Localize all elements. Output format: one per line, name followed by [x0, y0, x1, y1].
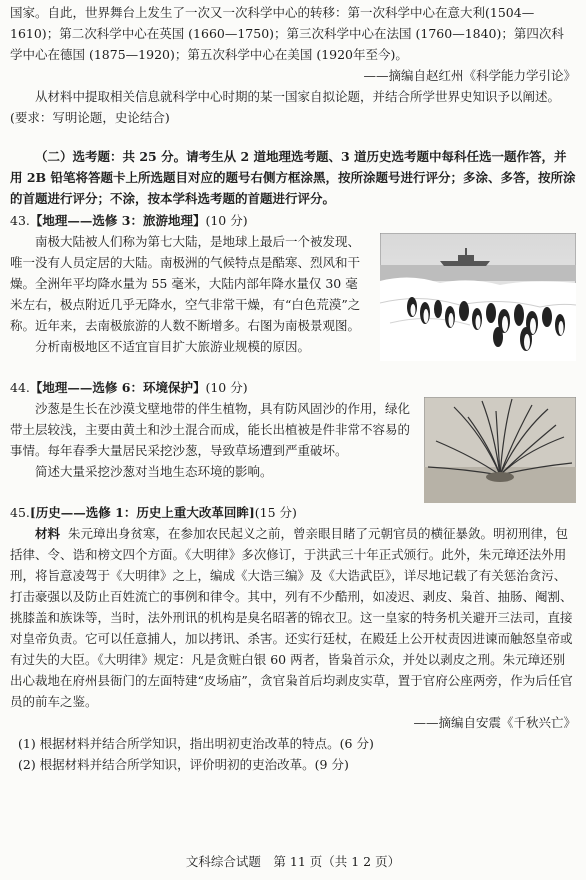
q45-heading [10, 502, 576, 523]
q43-task: 分析南极地区不适宜盲目扩大旅游业规模的原因。 [35, 339, 311, 354]
exam-page [10, 2, 576, 775]
q44-heading [10, 377, 576, 398]
q45-body: 朱元璋出身贫寒，在参加农民起义之前，曾亲眼目睹了元朝官员的横征暴敛。明初刑律，包括律、令、诰和榜文四个方面。《大明律》多次修订，于洪武三十年正式颁行。此外，朱元璋还法外用刑，将旨意凌驾于《大明律》之上，编成《大诰三编》及《大诰武臣》，详尽地记载了有关惩治贪污、打击豪强以及防止百姓流亡的事例和律令。其中，列有不少酷刑，如凌迟、剥皮、枭首、抽肠、阉割、挑膝盖和族诛等，当时，法外刑讯的机构是臭名昭著的锦衣卫。这一皇家的特务机关避开三法司，直接对皇帝负责。它可以任意捕人，加以拷讯、杀害。还实行廷杖，在殿廷上公开杖责因进谏而触怒皇帝或有过失的大臣。《大明律》规定：凡是贪赃白银 60 两者，皆枭首示众，并处以剥皮之刑。朱元璋还别出心裁地在府州县衙门的左面特建“皮场庙”，贪官枭首后均剥皮实草，置于官府公座两旁，作为后任官员的前车之鉴。 [10, 526, 573, 709]
antarctic-penguins-image [380, 233, 576, 361]
q44-number: 44. [10, 380, 30, 395]
question-44 [10, 377, 576, 482]
q45-subquestion-1: (1) 根据材料并结合所学知识，指出明初吏治改革的特点。(6 分) [18, 736, 374, 751]
intro-task: 从材料中提取相关信息就科学中心时期的某一国家自拟论题，并结合所学世界史知识予以阐述。(要求：写明论题，史论结合) [10, 89, 561, 125]
page-footer: 文科综合试题 第 11 页（共 1 2 页） [185, 854, 401, 869]
q43-body: 南极大陆被人们称为第七大陆，是地球上最后一个被发现、唯一没有人员定居的大陆。南极洲的气候特点是酷寒、烈风和干燥。全洲年平均降水量为 55 毫米，大陆内部年降水量仅 30 毫米左右，极点附近几乎无降水，空气非常干燥，有“白色荒漠”之称。近年来，去南极旅游的人数不断增多。右图为南极景观图。 [10, 234, 361, 333]
q45-title: [历史——选修 1：历史上重大改革回眸] [29, 505, 255, 520]
q45-number: 45. [10, 505, 30, 520]
q45-material [10, 523, 576, 712]
q43-number: 43. [10, 213, 30, 228]
q44-body: 沙葱是生长在沙漠戈壁地带的伴生植物，具有防风固沙的作用，绿化带土层较浅，主要由黄土和沙土混合而成，能长出植被是件非常不容易的事情。每年春季大量居民采挖沙葱，导致草场遭到严重破坏。 [10, 401, 411, 458]
q45-score: (15 分) [254, 505, 297, 520]
q45-source: ——摘编自安震《千秋兴亡》 [413, 715, 576, 730]
section-2-title: （二）选考题：共 25 分。请考生从 2 道地理选考题、3 道历史选考题中每科任选一题作答，并用 2B 铅笔将答题卡上所选题目对应的题号右侧方框涂黑，按所涂题号进行评分；多涂、多答，按所涂的首题进行评分；不涂，按本学科选考题的首题进行评分。 [10, 149, 576, 206]
q45-material-label: 材料 [35, 526, 61, 541]
question-45 [10, 502, 576, 775]
sand-onion-plant-image [424, 397, 576, 503]
q44-title: 【地理——选修 6：环境保护】 [29, 380, 206, 395]
q43-score: (10 分) [205, 213, 248, 228]
q44-task: 简述大量采挖沙葱对当地生态环境的影响。 [35, 464, 273, 479]
q45-subquestion-2: (2) 根据材料并结合所学知识，评价明初的吏治改革。(9 分) [18, 757, 349, 772]
q43-title: 【地理——选修 3：旅游地理】 [29, 213, 206, 228]
q43-heading [10, 210, 576, 231]
question-43 [10, 210, 576, 357]
q44-score: (10 分) [205, 380, 248, 395]
intro-source: ——摘编自赵红州《科学能力学引论》 [363, 68, 576, 83]
intro-paragraph: 国家。自此，世界舞台上发生了一次又一次科学中心的转移：第一次科学中心在意大利(1504—1610)；第二次科学中心在英国 (1660—1750)；第三次科学中心在法国 (1760—1840)；第四次科学中心在德国 (1875—1920)；第五次科学中心在美国 (1920年至今)。 [10, 5, 564, 62]
